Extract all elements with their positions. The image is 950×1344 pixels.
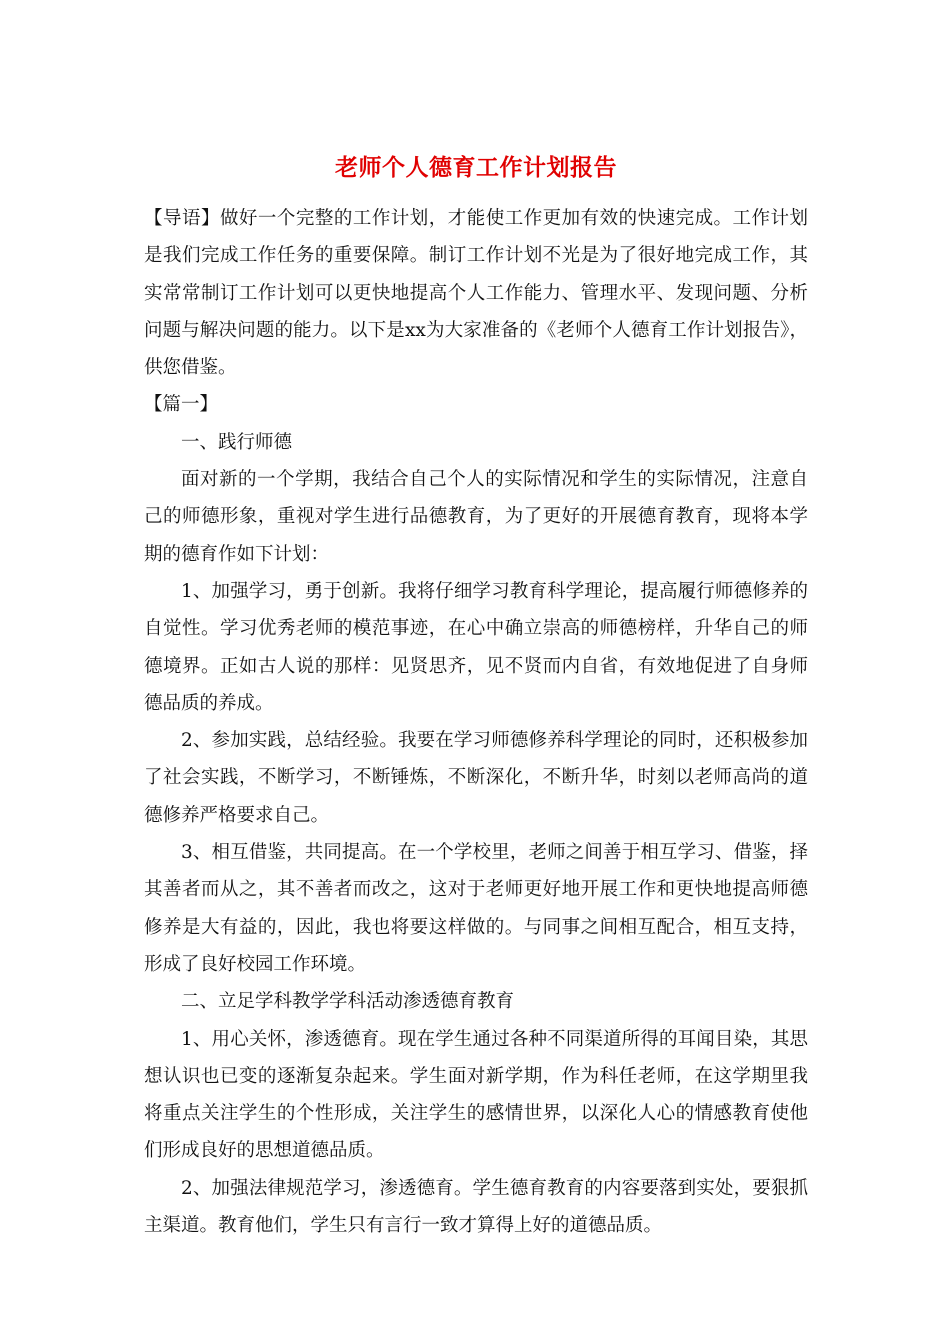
- section-heading-practice-ethics: 一、践行师德: [181, 431, 293, 453]
- paragraph: 3、相互借鉴，共同提高。在一个学校里，老师之间善于相互学习、借鉴，择其善者而从之，其不善者而改之，这对于老师更好地开展工作和更快地提高师德修养是大有益的，因此，我也将要这样做的。与同事之间相互配合，相互支持，形成了良好校园工作环境。: [144, 842, 808, 975]
- paragraph-intro: 【导语】做好一个完整的工作计划，才能使工作更加有效的快速完成。工作计划是我们完成工作任务的重要保障。制订工作计划不光是为了很好地完成工作，其实常常制订工作计划可以更快地提高个人工作能力、管理水平、发现问题、分析问题与解决问题的能力。以下是xx为大家准备的《老师个人德育工作计划报告》，供您借鉴。: [144, 208, 808, 379]
- paragraph: 1、加强学习，勇于创新。我将仔细学习教育科学理论，提高履行师德修养的自觉性。学习优秀老师的模范事迹，在心中确立崇高的师德榜样，升华自己的师德境界。正如古人说的那样：见贤思齐，见不贤而内自省，有效地促进了自身师德品质的养成。: [144, 580, 808, 714]
- paragraph: 2、参加实践，总结经验。我要在学习师德修养科学理论的同时，还积极参加了社会实践，不断学习，不断锤炼，不断深化，不断升华，时刻以老师高尚的道德修养严格要求自己。: [144, 730, 808, 826]
- section-heading-subject-teaching: 二、立足学科教学学科活动渗透德育教育: [181, 991, 515, 1013]
- section-heading-part-one: 【篇一】: [144, 394, 219, 416]
- paragraph: 2、加强法律规范学习，渗透德育。学生德育教育的内容要落到实处，要狠抓主渠道。教育他们，学生只有言行一致才算得上好的道德品质。: [144, 1177, 808, 1237]
- document-title: 老师个人德育工作计划报告: [335, 154, 617, 181]
- document-body: [144, 148, 808, 1244]
- paragraph: 面对新的一个学期，我结合自己个人的实际情况和学生的实际情况，注意自己的师德形象，重视对学生进行品德教育，为了更好的开展德育教育，现将本学期的德育作如下计划：: [144, 469, 808, 565]
- paragraph: 1、用心关怀，渗透德育。现在学生通过各种不同渠道所得的耳闻目染，其思想认识也已变的逐渐复杂起来。学生面对新学期，作为科任老师，在这学期里我将重点关注学生的个性形成，关注学生的感情世界，以深化人心的情感教育使他们形成良好的思想道德品质。: [144, 1028, 808, 1162]
